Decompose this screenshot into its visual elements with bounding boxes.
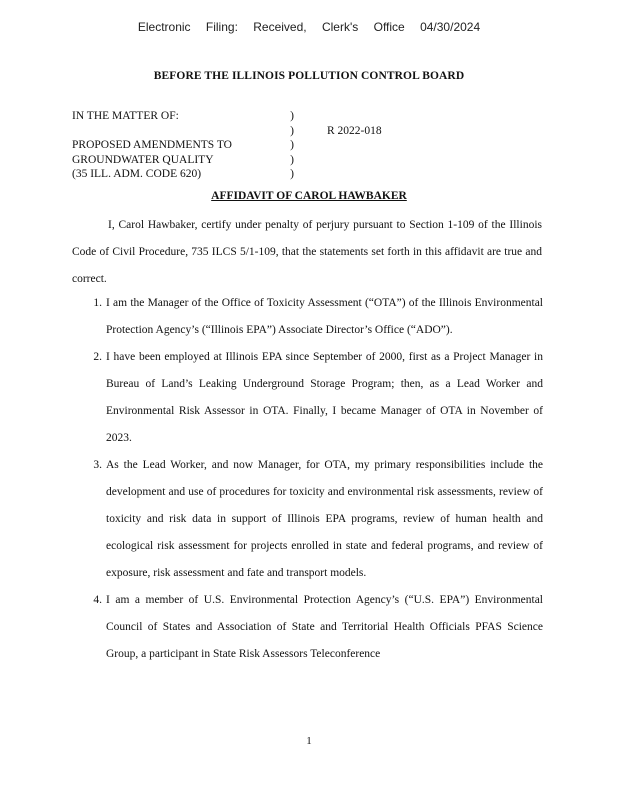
- filing-stamp: [0, 20, 618, 34]
- caption-line: GROUNDWATER QUALITY: [72, 153, 214, 166]
- item-text: I have been employed at Illinois EPA since September of 2000, first as a Project Manager in Bureau of Land’s Leaking Underground Storage Program; then, as a Lead Worker and Environmental Risk Assessor in OTA. Finally, I became Manager of OTA in November of 2023.: [106, 351, 543, 444]
- item-number: 3.: [93, 459, 102, 471]
- board-title: BEFORE THE ILLINOIS POLLUTION CONTROL BOARD: [153, 70, 465, 82]
- affidavit-title: AFFIDAVIT OF CAROL HAWBAKER: [211, 190, 407, 202]
- docket-number: R 2022-018: [327, 124, 382, 137]
- caption-parens: [287, 109, 297, 182]
- list-item: [93, 290, 543, 344]
- caption-line: IN THE MATTER OF:: [72, 110, 179, 122]
- caption-line: [72, 124, 282, 139]
- paren: ): [290, 153, 294, 166]
- item-text: I am the Manager of the Office of Toxicity Assessment (“OTA”) of the Illinois Environmental Protection Agency’s (“Illinois EPA”) Associate Director’s Office (“ADO”).: [106, 297, 543, 336]
- item-text: As the Lead Worker, and now Manager, for OTA, my primary responsibilities include the development and use of procedures for toxicity and environmental risk assessments, review of toxicity and risk data in support of Illinois EPA programs, review of human health and ecological risk assessment for projects enrolled in state and federal programs, and review of exposure, risk assessment and fate and transport models.: [106, 459, 543, 579]
- list-item: [93, 587, 543, 668]
- stamp-word: Electronic: [137, 20, 191, 34]
- intro-paragraph: I, Carol Hawbaker, certify under penalty of perjury pursuant to Section 1-109 of the Illinois Code of Civil Procedure, 735 ILCS 5/1-109, that the statements set forth in this affidavit are true and correct.: [72, 219, 542, 285]
- paren: ): [290, 139, 294, 151]
- item-number: 4.: [93, 594, 102, 606]
- item-number: 1.: [93, 297, 102, 309]
- stamp-word: Filing:: [205, 20, 238, 34]
- item-number: 2.: [93, 351, 102, 363]
- caption-line: (35 ILL. ADM. CODE 620): [72, 168, 202, 180]
- paren: ): [290, 110, 294, 122]
- numbered-paragraphs: [93, 290, 543, 668]
- page-number: 1: [306, 735, 312, 747]
- stamp-word: Office: [373, 20, 405, 34]
- list-item: [93, 452, 543, 587]
- stamp-word: Clerk's: [321, 20, 359, 34]
- item-text: I am a member of U.S. Environmental Protection Agency’s (“U.S. EPA”) Environmental Council of States and Association of State and Territorial Health Officials PFAS Science Group, a participant in State Risk Assessors Teleconference: [106, 594, 543, 660]
- paren: ): [290, 124, 294, 137]
- stamp-date: 04/30/2024: [420, 20, 481, 34]
- caption-line: PROPOSED AMENDMENTS TO: [72, 139, 232, 151]
- stamp-word: Received,: [253, 20, 307, 34]
- list-item: [93, 344, 543, 452]
- caption-left: [72, 109, 282, 182]
- paren: ): [290, 168, 294, 180]
